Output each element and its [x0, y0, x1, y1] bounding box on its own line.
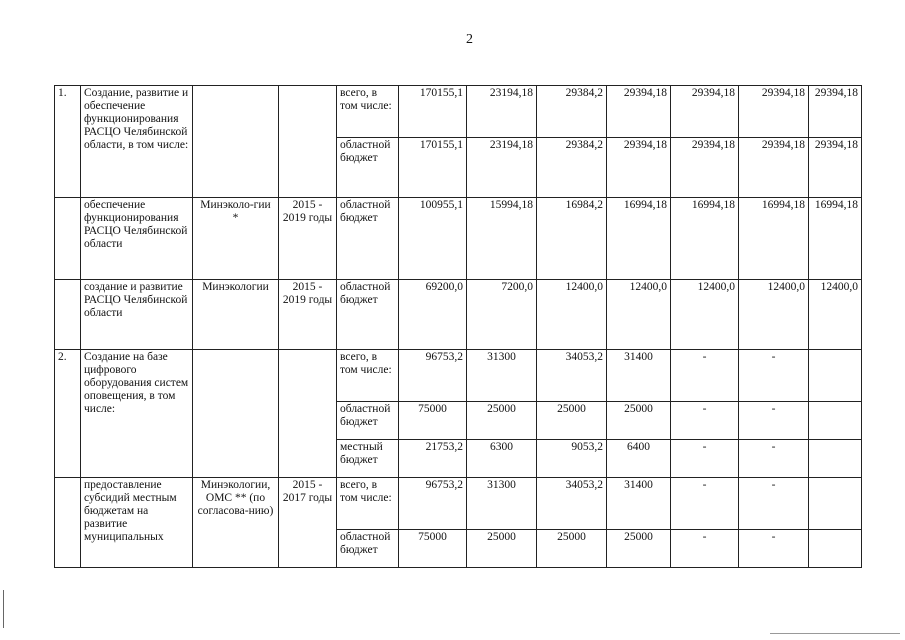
- funding-source: местный бюджет: [337, 440, 399, 478]
- row-number: 1.: [55, 86, 81, 198]
- funding-source: областной бюджет: [337, 530, 399, 568]
- value-cell: 170155,1: [399, 138, 467, 198]
- value-cell: 9053,2: [537, 440, 607, 478]
- funding-source: всего, в том числе:: [337, 350, 399, 402]
- executor-cell: [193, 86, 279, 198]
- value-cell: 25000: [537, 530, 607, 568]
- value-cell: 16994,18: [671, 198, 739, 280]
- value-cell: 12400,0: [537, 280, 607, 350]
- value-cell: 12400,0: [739, 280, 809, 350]
- value-cell: 6400: [607, 440, 671, 478]
- activity-name: создание и развитие РАСЦО Челябинской области: [81, 280, 193, 350]
- activity-name: Создание на базе цифрового оборудования систем оповещения, в том числе:: [81, 350, 193, 478]
- executor-cell: Минэколо-гии *: [193, 198, 279, 280]
- value-cell: -: [739, 350, 809, 402]
- table-row: [55, 350, 862, 402]
- value-cell: 31400: [607, 350, 671, 402]
- row-number: [55, 198, 81, 280]
- value-cell: [809, 440, 862, 478]
- value-cell: 23194,18: [467, 138, 537, 198]
- executor-cell: Минэкологии: [193, 280, 279, 350]
- table-row: [55, 198, 862, 280]
- value-cell: 29394,18: [671, 86, 739, 138]
- period-cell: [279, 86, 337, 198]
- row-number: 2.: [55, 350, 81, 478]
- value-cell: -: [739, 402, 809, 440]
- value-cell: 69200,0: [399, 280, 467, 350]
- value-cell: 31300: [467, 350, 537, 402]
- value-cell: 29394,18: [809, 138, 862, 198]
- value-cell: 29394,18: [739, 138, 809, 198]
- value-cell: -: [671, 440, 739, 478]
- value-cell: -: [739, 478, 809, 530]
- value-cell: 29394,18: [671, 138, 739, 198]
- value-cell: -: [739, 530, 809, 568]
- value-cell: 25000: [467, 402, 537, 440]
- program-table: [54, 85, 862, 568]
- executor-cell: Минэкологии, ОМС ** (по согласова-нию): [193, 478, 279, 568]
- value-cell: [809, 478, 862, 530]
- funding-source: областной бюджет: [337, 138, 399, 198]
- page-number: 2: [466, 32, 473, 47]
- activity-name: обеспечение функционирования РАСЦО Челябинской области: [81, 198, 193, 280]
- funding-source: областной бюджет: [337, 198, 399, 280]
- value-cell: 7200,0: [467, 280, 537, 350]
- value-cell: 29384,2: [537, 86, 607, 138]
- activity-name: Создание, развитие и обеспечение функционирования РАСЦО Челябинской области, в том числе:: [81, 86, 193, 198]
- value-cell: -: [671, 530, 739, 568]
- funding-source: областной бюджет: [337, 402, 399, 440]
- value-cell: 170155,1: [399, 86, 467, 138]
- value-cell: 34053,2: [537, 350, 607, 402]
- value-cell: 12400,0: [607, 280, 671, 350]
- value-cell: 12400,0: [671, 280, 739, 350]
- value-cell: 16994,18: [739, 198, 809, 280]
- funding-source: всего, в том числе:: [337, 86, 399, 138]
- funding-source: всего, в том числе:: [337, 478, 399, 530]
- row-number: [55, 478, 81, 568]
- bottom-rule: [770, 633, 900, 634]
- value-cell: 25000: [467, 530, 537, 568]
- value-cell: 29394,18: [739, 86, 809, 138]
- period-cell: 2015 - 2019 годы: [279, 198, 337, 280]
- row-number: [55, 280, 81, 350]
- value-cell: 23194,18: [467, 86, 537, 138]
- value-cell: 75000: [399, 402, 467, 440]
- value-cell: [809, 350, 862, 402]
- value-cell: 96753,2: [399, 478, 467, 530]
- funding-source: областной бюджет: [337, 280, 399, 350]
- value-cell: 96753,2: [399, 350, 467, 402]
- value-cell: [809, 530, 862, 568]
- value-cell: -: [671, 478, 739, 530]
- value-cell: 12400,0: [809, 280, 862, 350]
- executor-cell: [193, 350, 279, 478]
- value-cell: 25000: [537, 402, 607, 440]
- value-cell: 29384,2: [537, 138, 607, 198]
- value-cell: 16984,2: [537, 198, 607, 280]
- value-cell: -: [671, 402, 739, 440]
- period-cell: [279, 350, 337, 478]
- value-cell: 21753,2: [399, 440, 467, 478]
- value-cell: 100955,1: [399, 198, 467, 280]
- value-cell: -: [739, 440, 809, 478]
- table-row: [55, 478, 862, 530]
- value-cell: 25000: [607, 402, 671, 440]
- margin-line: [3, 590, 4, 628]
- value-cell: [809, 402, 862, 440]
- value-cell: 34053,2: [537, 478, 607, 530]
- activity-name: предоставление субсидий местным бюджетам на развитие муниципальных: [81, 478, 193, 568]
- value-cell: 25000: [607, 530, 671, 568]
- table-row: [55, 280, 862, 350]
- value-cell: 16994,18: [607, 198, 671, 280]
- value-cell: -: [671, 350, 739, 402]
- value-cell: 15994,18: [467, 198, 537, 280]
- value-cell: 16994,18: [809, 198, 862, 280]
- value-cell: 29394,18: [607, 86, 671, 138]
- value-cell: 31300: [467, 478, 537, 530]
- value-cell: 29394,18: [809, 86, 862, 138]
- value-cell: 29394,18: [607, 138, 671, 198]
- table-row: [55, 86, 862, 138]
- period-cell: 2015 - 2019 годы: [279, 280, 337, 350]
- value-cell: 31400: [607, 478, 671, 530]
- value-cell: 75000: [399, 530, 467, 568]
- value-cell: 6300: [467, 440, 537, 478]
- period-cell: 2015 - 2017 годы: [279, 478, 337, 568]
